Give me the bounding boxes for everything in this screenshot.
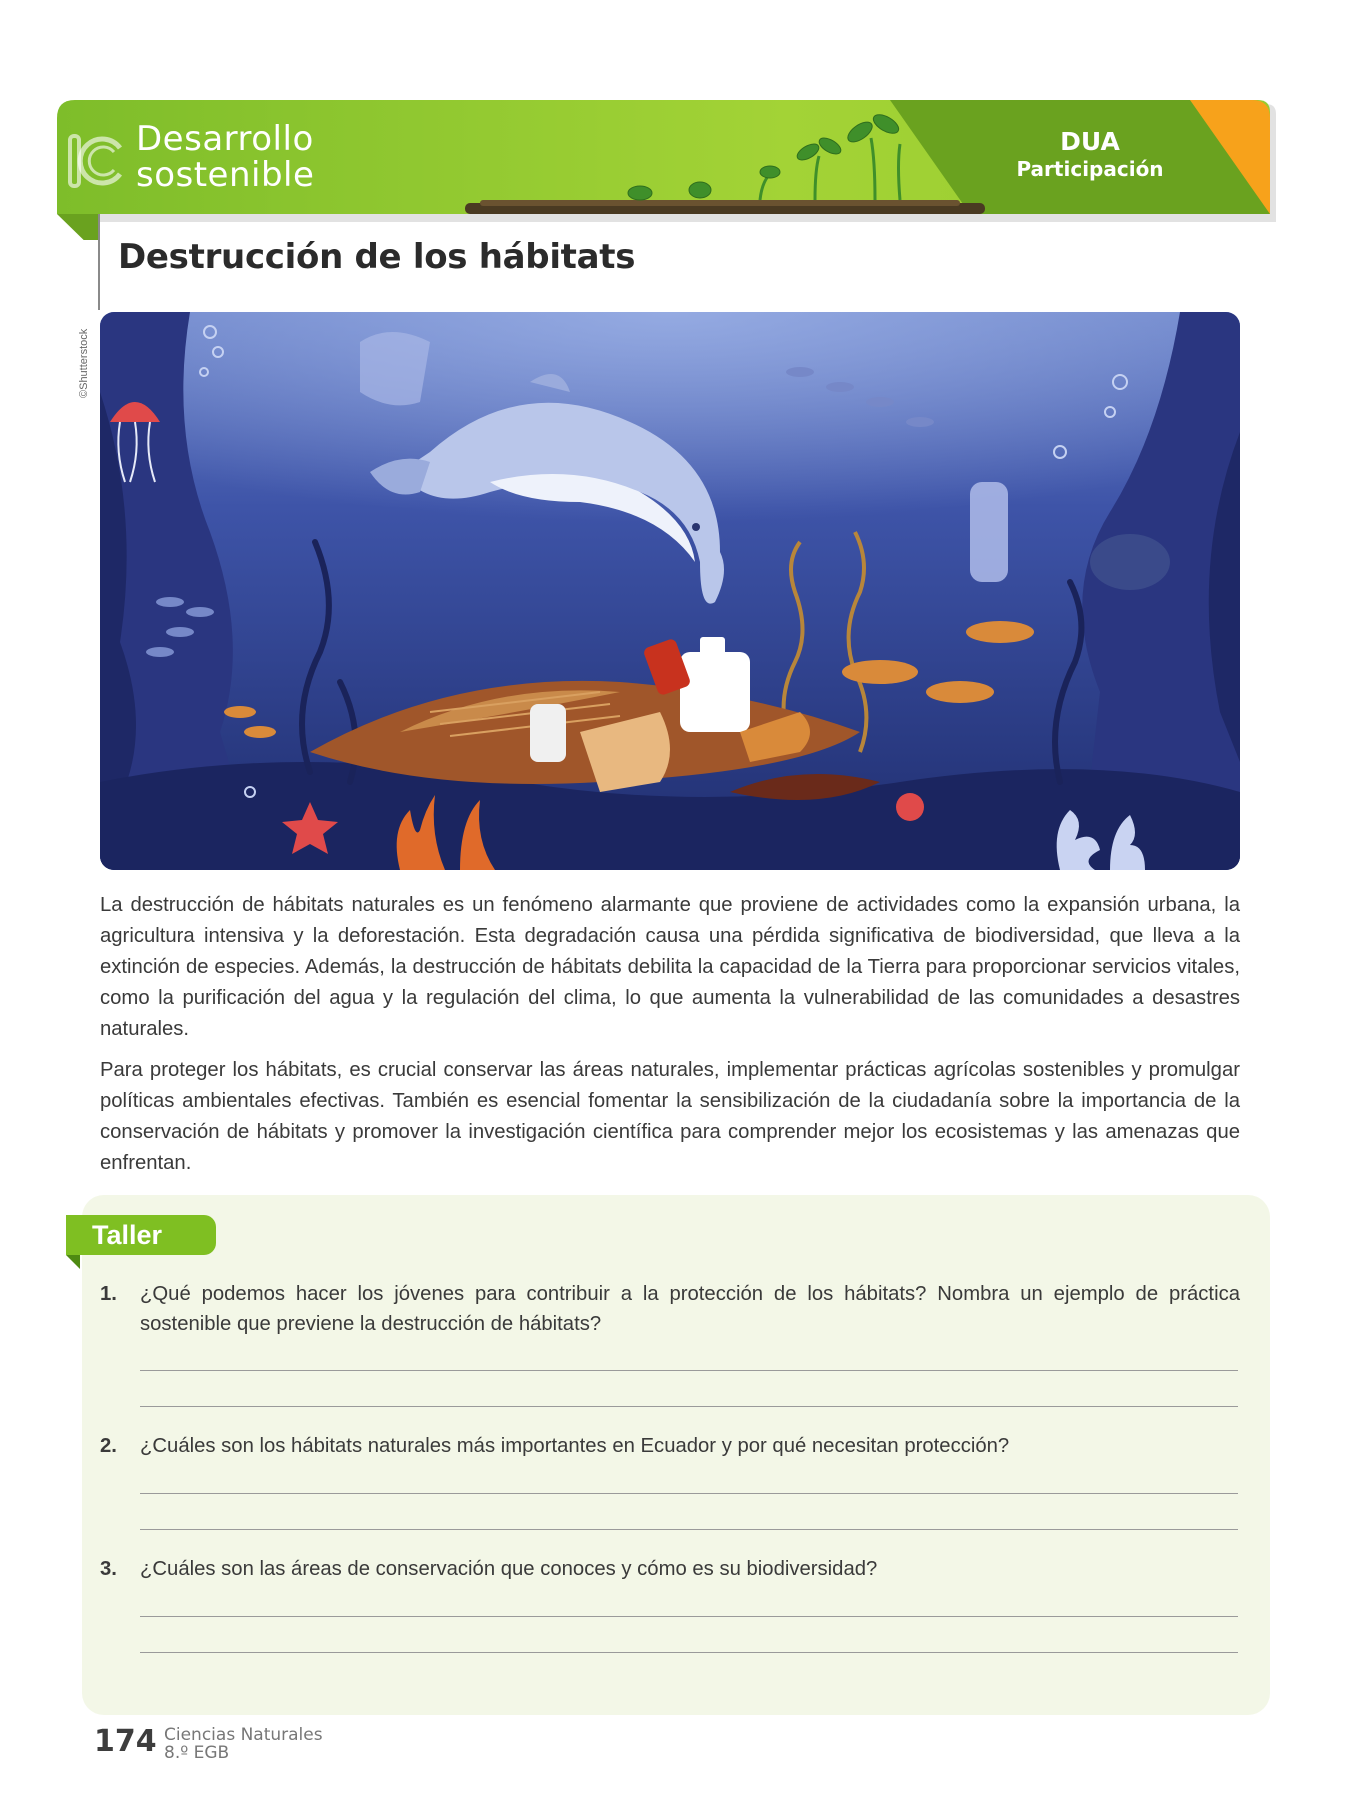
- answer-line[interactable]: [140, 1406, 1238, 1407]
- section-title-line2: sostenible: [136, 155, 315, 195]
- section-title: [136, 121, 314, 193]
- answer-line[interactable]: [140, 1529, 1238, 1530]
- left-rule: [98, 214, 100, 310]
- footer-subject: Ciencias Naturales: [164, 1725, 323, 1745]
- question-number: 2.: [100, 1435, 117, 1457]
- ocean-pollution-illustration: [100, 312, 1240, 870]
- footer-info: [164, 1726, 323, 1762]
- answer-line[interactable]: [140, 1616, 1238, 1617]
- workshop-label-fold: [66, 1255, 80, 1269]
- question-3: [100, 1554, 1240, 1584]
- image-credit: ©Shutterstock: [78, 328, 90, 398]
- paragraph: Para proteger los hábitats, es crucial conservar las áreas naturales, implementar prácticas agrícolas sostenibles y promulgar políticas ambientales efectivas. También es esencial fomentar la sensibilización de la ciudadanía sobre la importancia de la conservación de hábitats y promover la investigación científica para comprender mejor los ecosistemas y las amenazas que enfrentan.: [100, 1059, 1240, 1174]
- question-text: ¿Cuáles son los hábitats naturales más importantes en Ecuador y por qué necesitan protección?: [140, 1435, 1010, 1457]
- paragraph: La destrucción de hábitats naturales es un fenómeno alarmante que proviene de actividades como la expansión urbana, la agricultura intensiva y la deforestación. Esta degradación causa una pérdida significativa de biodiversidad, que lleva a la extinción de especies. Además, la destrucción de hábitats debilita la capacidad de la Tierra para proporcionar servicios vitales, como la purificación del agua y la regulación del clima, lo que aumenta la vulnerabilidad de las comunidades a desastres naturales.: [100, 894, 1240, 1040]
- dua-badge-title: DUA: [1060, 127, 1120, 156]
- section-title-line1: Desarrollo: [136, 119, 314, 159]
- ic-logo-icon: [66, 130, 126, 192]
- question-2: [100, 1431, 1240, 1461]
- dua-badge-subtitle: Participación: [1016, 157, 1164, 181]
- body-text: [100, 890, 1240, 1189]
- question-number: 1.: [100, 1283, 117, 1305]
- question-text: ¿Qué podemos hacer los jóvenes para contribuir a la protección de los hábitats? Nombra un ejemplo de práctica sostenible que previene la destrucción de hábitats?: [140, 1283, 1240, 1335]
- page-title: Destrucción de los hábitats: [118, 237, 636, 277]
- footer-grade: 8.º EGB: [164, 1743, 230, 1763]
- workshop-label: Taller: [66, 1215, 216, 1255]
- answer-line[interactable]: [140, 1493, 1238, 1494]
- answer-line[interactable]: [140, 1370, 1238, 1371]
- question-number: 3.: [100, 1558, 117, 1580]
- page-number: 174: [94, 1724, 157, 1759]
- answer-line[interactable]: [140, 1652, 1238, 1653]
- question-text: ¿Cuáles son las áreas de conservación que conoces y cómo es su biodiversidad?: [140, 1558, 878, 1580]
- dua-badge: [1000, 128, 1180, 182]
- question-1: [100, 1279, 1240, 1339]
